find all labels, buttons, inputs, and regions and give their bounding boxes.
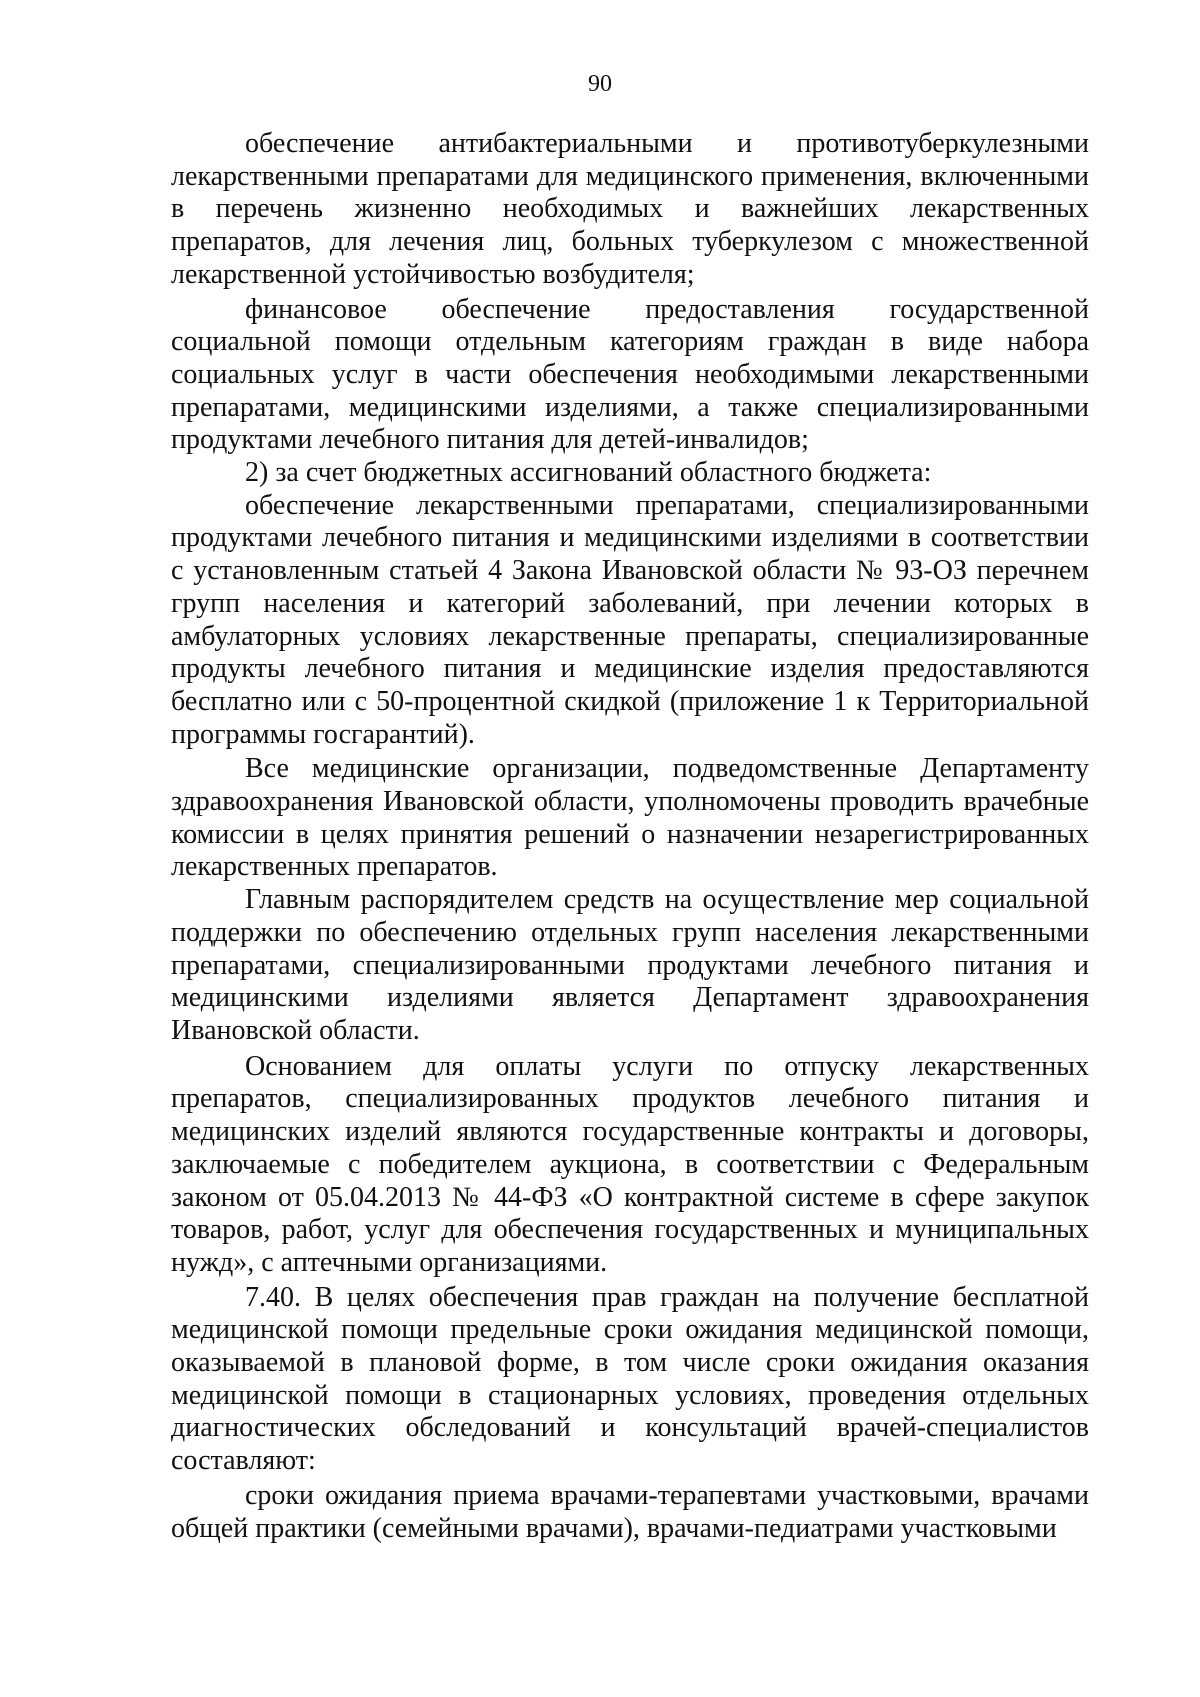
page-number: 90	[588, 71, 612, 97]
paragraph-antibacterial-drugs: обеспечение антибактериальными и противотуберкулезными лекарственными препаратами для медицинского применения, включенными в перечень жизненно необходимых и важнейших лекарственных препаратов, для лечения лиц, больных туберкулезом с множественной лекарственной устойчивостью возбудителя;	[171, 128, 1089, 290]
paragraph-main-administrator: Главным распорядителем средств на осуществление мер социальной поддержки по обеспечению отдельных групп населения лекарственными препаратами, специализированными продуктами лечебного питания и медицинскими изделиями является Департамент здравоохранения Ивановской области.	[171, 884, 1089, 1046]
paragraph-payment-basis: Основанием для оплаты услуги по отпуску лекарственных препаратов, специализированных продуктов лечебного питания и медицинских изделий являются государственные контракты и договоры, заключаемые с победителем аукциона, в соответствии с Федеральным законом от 05.04.2013 № 44-ФЗ «О контрактной системе в сфере закупок товаров, работ, услуг для обеспечения государственных и муниципальных нужд», с аптечными организациями.	[171, 1050, 1089, 1278]
paragraph-waiting-times: сроки ожидания приема врачами-терапевтами участковыми, врачами общей практики (семейными врачами), врачами-педиатрами участковыми	[171, 1479, 1089, 1544]
document-body	[171, 128, 1089, 1545]
paragraph-regional-budget: 2) за счет бюджетных ассигнований областного бюджета:	[245, 457, 932, 489]
paragraph-drug-supply: обеспечение лекарственными препаратами, специализированными продуктами лечебного питания и медицинскими изделиями в соответствии с установленным статьей 4 Закона Ивановской области № 93-ОЗ перечнем групп населения и категорий заболеваний, при лечении которых в амбулаторных условиях лекарственные препараты, специализированные продукты лечебного питания и медицинские изделия предоставляются бесплатно или с 50-процентной скидкой (приложение 1 к Территориальной программы госгарантий).	[171, 489, 1089, 750]
paragraph-section-7-40: 7.40. В целях обеспечения прав граждан на получение бесплатной медицинской помощи предельные сроки ожидания медицинской помощи, оказываемой в плановой форме, в том числе сроки ожидания оказания медицинской помощи в стационарных условиях, проведения отдельных диагностических обследований и консультаций врачей-специалистов составляют:	[171, 1281, 1089, 1477]
paragraph-medical-commissions: Все медицинские организации, подведомственные Департаменту здравоохранения Ивановской области, уполномочены проводить врачебные комиссии в целях принятия решений о назначении незарегистрированных лекарственных препаратов.	[171, 753, 1089, 883]
paragraph-social-assistance: финансовое обеспечение предоставления государственной социальной помощи отдельным категориям граждан в виде набора социальных услуг в части обеспечения необходимыми лекарственными препаратами, медицинскими изделиями, а также специализированными продуктами лечебного питания для детей-инвалидов;	[171, 293, 1089, 456]
